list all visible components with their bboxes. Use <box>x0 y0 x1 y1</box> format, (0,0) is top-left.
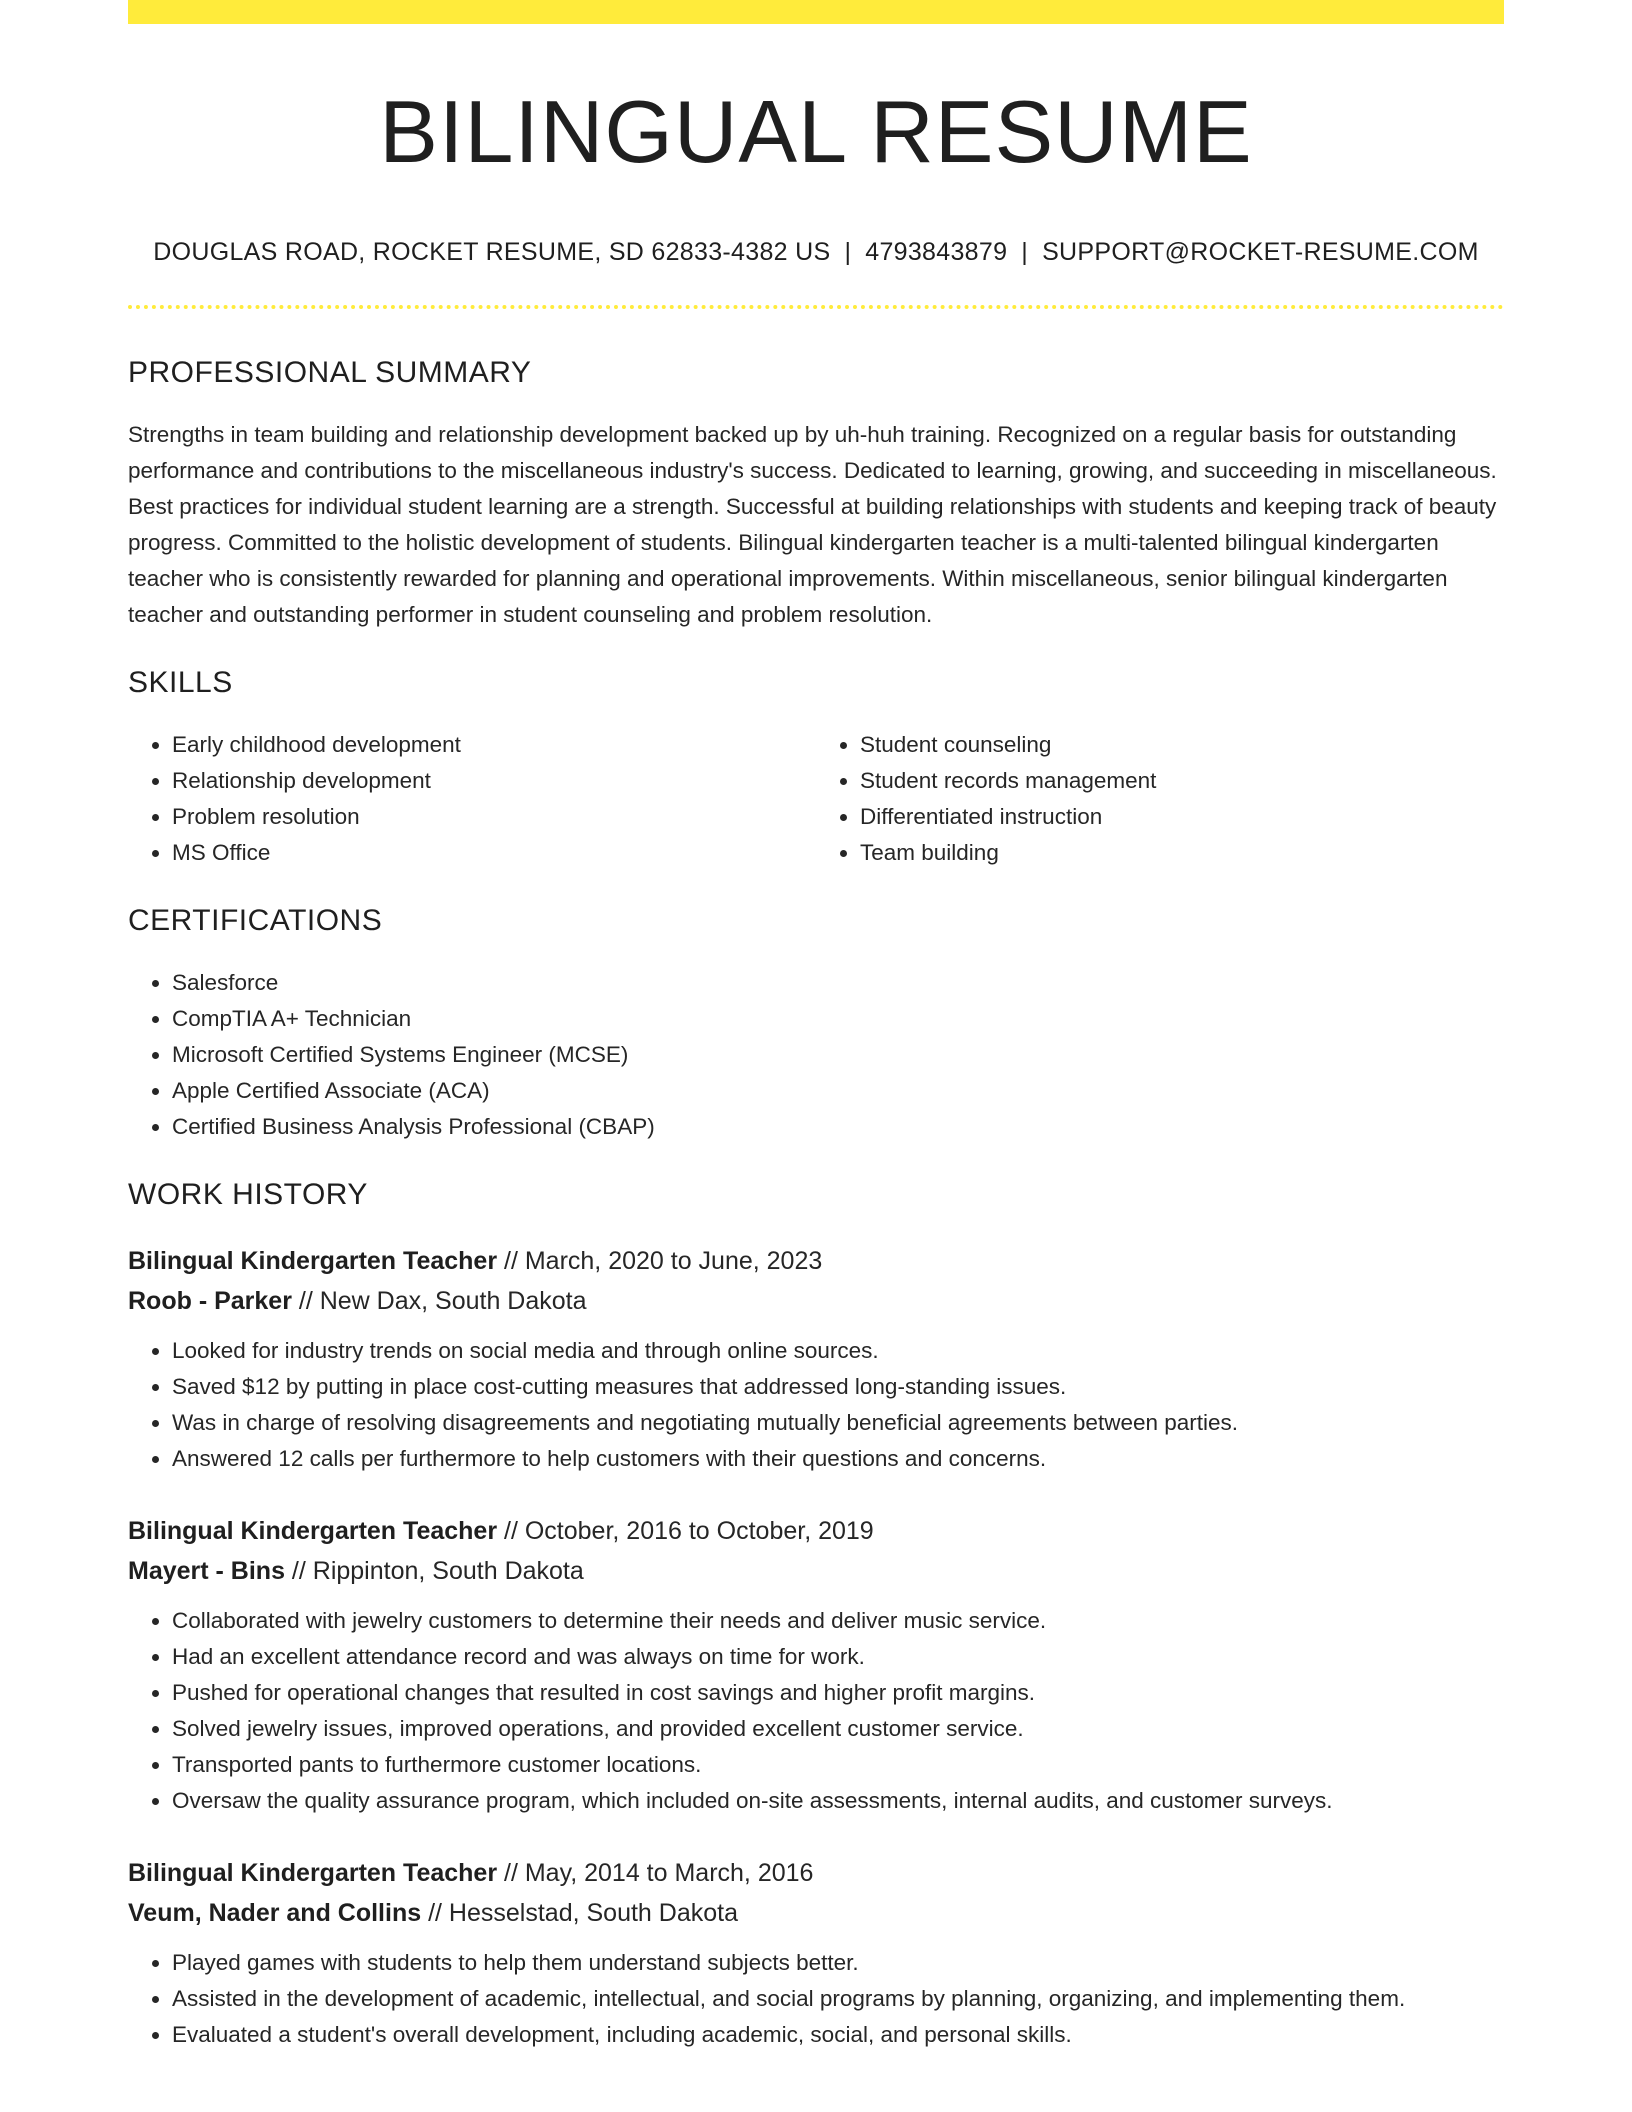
job-bullets <box>128 1333 1504 1477</box>
job-company: Mayert - Bins <box>128 1556 285 1585</box>
job-role: Bilingual Kindergarten Teacher <box>128 1516 498 1545</box>
summary-text: Strengths in team building and relationship development backed up by uh-huh training. Recognized on a regular basis for outstanding performance and contributions to the miscellaneous industry's success. Dedicated to learning, growing, and succeeding in miscellaneous. Best practices for individual student learning are a strength. Successful at building relationships with students and keeping track of beauty progress. Committed to the holistic development of students. Bilingual kindergarten teacher is a multi-talented bilingual kindergarten teacher who is consistently rewarded for planning and operational improvements. Within miscellaneous, senior bilingual kindergarten teacher and outstanding performer in student counseling and problem resolution. <box>128 421 1497 627</box>
certifications-list <box>128 965 1504 1145</box>
skill-item: • MS Office <box>172 835 816 871</box>
skills-column-left <box>128 727 816 871</box>
skill-item: • Team building <box>860 835 1504 871</box>
certification-item: • CompTIA A+ Technician <box>172 1001 1504 1037</box>
resume-page <box>128 0 1504 2053</box>
job-entry <box>128 1511 1504 1819</box>
resume-title: BILINGUAL RESUME <box>379 82 1253 181</box>
job-dates: // October, 2016 to October, 2019 <box>497 1516 874 1545</box>
job-bullet: • Had an excellent attendance record and was always on time for work. <box>172 1639 1504 1675</box>
skills-column-right <box>816 727 1504 871</box>
job-bullet: • Evaluated a student's overall development, including academic, social, and personal skills. <box>172 2017 1504 2053</box>
job-role-line <box>128 1241 1504 1281</box>
dotted-divider <box>128 305 1504 309</box>
job-bullet: • Was in charge of resolving disagreements and negotiating mutually beneficial agreements between parties. <box>172 1405 1504 1441</box>
job-bullet: • Assisted in the development of academic, intellectual, and social programs by planning, organizing, and implementing them. <box>172 1981 1504 2017</box>
contact-separator: | <box>844 237 852 266</box>
job-bullet: • Transported pants to furthermore customer locations. <box>172 1747 1504 1783</box>
job-bullet: • Answered 12 calls per furthermore to help customers with their questions and concerns. <box>172 1441 1504 1477</box>
contact-email: SUPPORT@ROCKET-RESUME.COM <box>1042 237 1479 266</box>
contact-line <box>128 237 1504 267</box>
skill-item: • Student records management <box>860 763 1504 799</box>
certification-item: • Microsoft Certified Systems Engineer (MCSE) <box>172 1037 1504 1073</box>
job-company-line <box>128 1551 1504 1591</box>
top-accent-bar <box>128 0 1504 24</box>
job-company: Veum, Nader and Collins <box>128 1898 422 1927</box>
job-bullet: • Oversaw the quality assurance program, which included on-site assessments, internal audits, and customer surveys. <box>172 1783 1504 1819</box>
job-company-line <box>128 1893 1504 1933</box>
job-bullet: • Looked for industry trends on social media and through online sources. <box>172 1333 1504 1369</box>
job-bullet: • Pushed for operational changes that resulted in cost savings and higher profit margins. <box>172 1675 1504 1711</box>
skills-list <box>128 727 1504 871</box>
skills-heading: SKILLS <box>128 665 233 699</box>
job-role: Bilingual Kindergarten Teacher <box>128 1246 498 1275</box>
job-location: // Rippinton, South Dakota <box>284 1556 584 1585</box>
job-bullet: • Saved $12 by putting in place cost-cutting measures that addressed long-standing issues. <box>172 1369 1504 1405</box>
job-role-line <box>128 1511 1504 1551</box>
job-company: Roob - Parker <box>128 1286 292 1315</box>
job-role-line <box>128 1853 1504 1893</box>
summary-heading: PROFESSIONAL SUMMARY <box>128 355 532 389</box>
job-entry <box>128 1241 1504 1477</box>
certifications-heading: CERTIFICATIONS <box>128 903 383 937</box>
skill-item: • Student counseling <box>860 727 1504 763</box>
job-bullets <box>128 1603 1504 1819</box>
job-dates: // March, 2020 to June, 2023 <box>497 1246 823 1275</box>
certification-item: • Salesforce <box>172 965 1504 1001</box>
contact-phone: 4793843879 <box>865 237 1008 266</box>
job-location: // New Dax, South Dakota <box>291 1286 587 1315</box>
skill-item: • Problem resolution <box>172 799 816 835</box>
job-bullet: • Played games with students to help them understand subjects better. <box>172 1945 1504 1981</box>
certification-item: • Apple Certified Associate (ACA) <box>172 1073 1504 1109</box>
job-dates: // May, 2014 to March, 2016 <box>497 1858 814 1887</box>
job-company-line <box>128 1281 1504 1321</box>
skill-item: • Differentiated instruction <box>860 799 1504 835</box>
job-location: // Hesselstad, South Dakota <box>421 1898 738 1927</box>
contact-address: DOUGLAS ROAD, ROCKET RESUME, SD 62833-4382 US <box>153 237 831 266</box>
contact-separator: | <box>1021 237 1029 266</box>
job-bullet: • Solved jewelry issues, improved operations, and provided excellent customer service. <box>172 1711 1504 1747</box>
work-history-heading: WORK HISTORY <box>128 1177 368 1211</box>
job-bullet: • Collaborated with jewelry customers to determine their needs and deliver music service. <box>172 1603 1504 1639</box>
job-bullets <box>128 1945 1504 2053</box>
certification-item: • Certified Business Analysis Professional (CBAP) <box>172 1109 1504 1145</box>
job-role: Bilingual Kindergarten Teacher <box>128 1858 498 1887</box>
job-entry <box>128 1853 1504 2053</box>
skill-item: • Relationship development <box>172 763 816 799</box>
skill-item: • Early childhood development <box>172 727 816 763</box>
